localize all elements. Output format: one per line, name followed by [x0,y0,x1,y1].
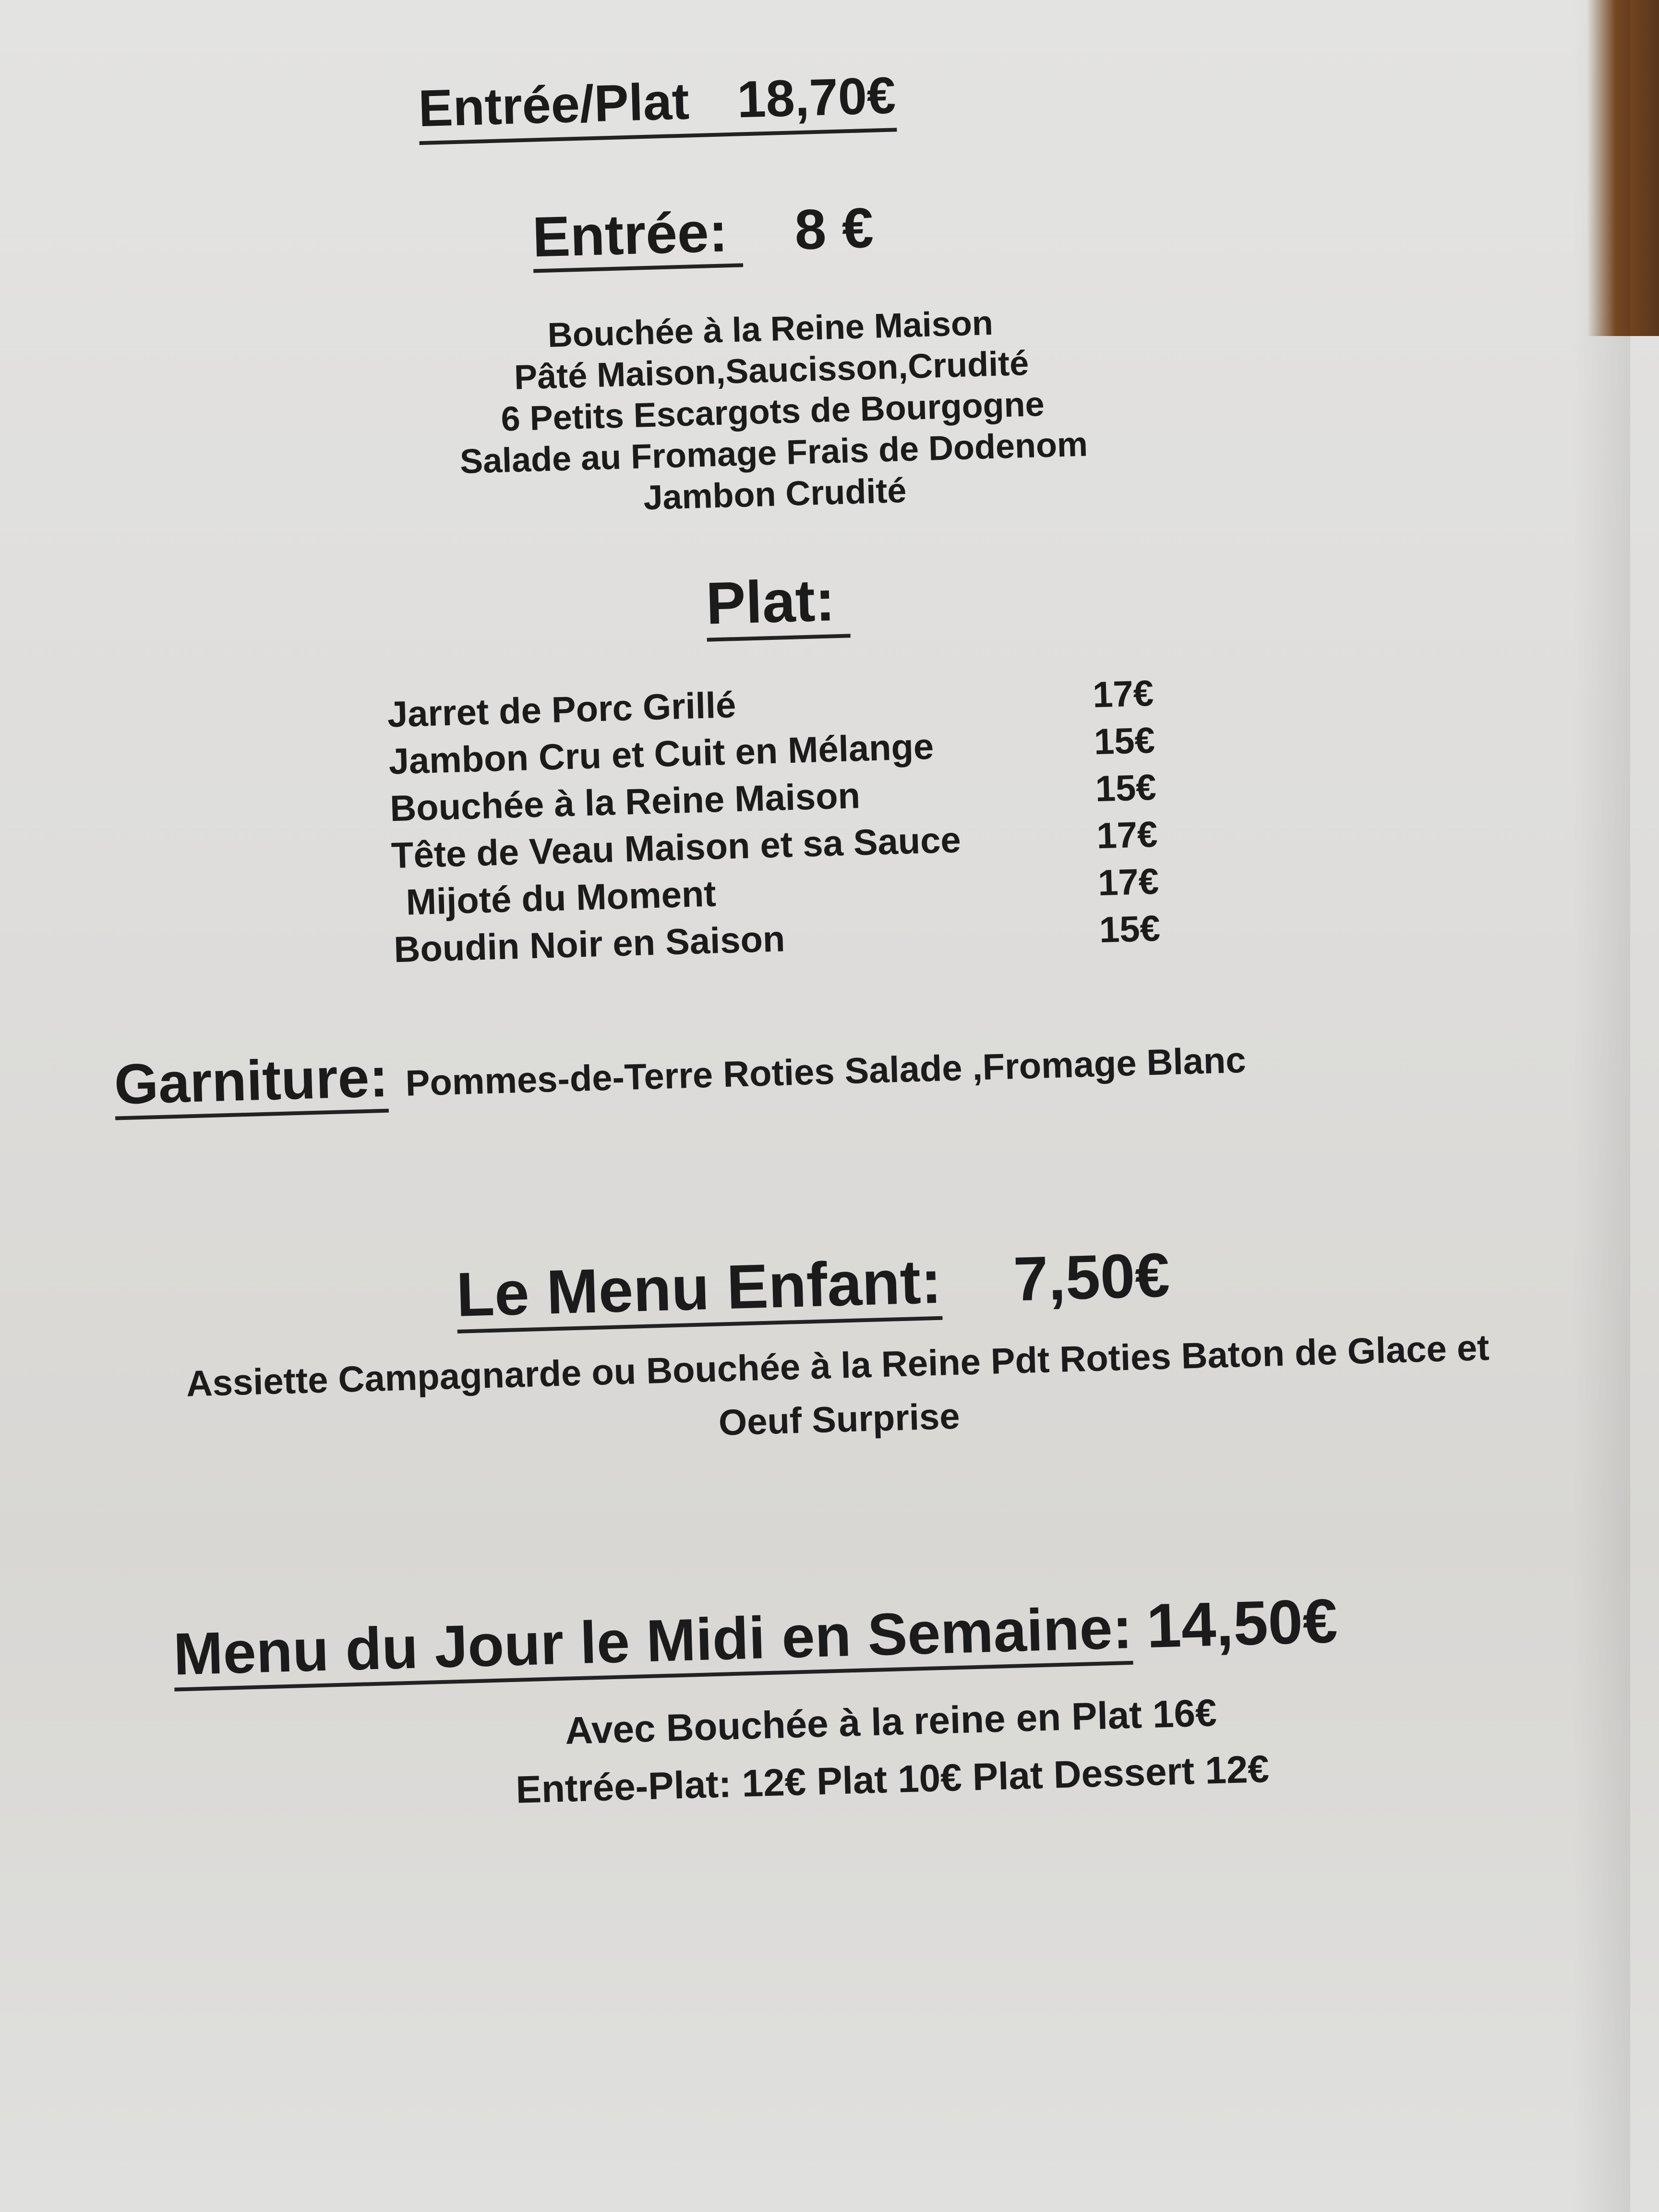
enfant-description [36,1317,1641,1469]
plat-item-price: 15€ [1093,720,1155,763]
garniture-label: Garniture: [113,1046,389,1120]
enfant-label: Le Menu Enfant: [456,1246,943,1334]
entree-item: Bouchée à la Reine Maison [547,303,994,355]
entree-item: 6 Petits Escargots de Bourgogne [500,385,1045,439]
enfant-line: Assiette Campagnarde ou Bouchée à la Reine Pdt Roties Baton de Glace et [185,1327,1490,1405]
jour-line: Avec Bouchée à la reine en Plat 16€ [565,1691,1217,1752]
plat-item-name: Bouchée à la Reine Maison [389,775,861,830]
plat-item-name: Mijoté du Moment [405,873,717,923]
jour-heading [172,1585,1338,1689]
entree-item: Jambon Crudité [643,471,907,517]
entree-label: Entrée: [531,200,743,273]
plat-heading: Plat: [705,565,851,641]
entree-item: Salade au Fromage Frais de Dodenom [459,425,1089,481]
plat-item-name: Tête de Veau Maison et sa Sauce [390,819,962,877]
enfant-price: 7,50€ [1012,1239,1171,1314]
entree-heading [531,195,874,270]
plat-item-price: 17€ [1092,673,1154,716]
jour-line: Entrée-Plat: 12€ Plat 10€ Plat Dessert 12€ [515,1747,1270,1811]
entree-price: 8 € [793,196,875,262]
jour-label: Menu du Jour le Midi en Semaine: [172,1595,1133,1692]
plat-list [387,670,1249,976]
garniture-line [113,1021,1247,1118]
plat-item-price: 15€ [1098,908,1161,951]
plat-item-price: 17€ [1097,861,1160,904]
entree-item: Pâté Maison,Saucisson,Crudité [514,344,1030,397]
plat-item-name: Boudin Noir en Saison [393,918,786,971]
formula-price: 18,70€ [736,66,897,129]
plat-item-price: 17€ [1096,814,1158,857]
formula-heading [418,65,897,145]
jour-price: 14,50€ [1145,1585,1339,1661]
plat-item-price: 15€ [1094,767,1157,810]
enfant-heading [456,1238,1171,1330]
plat-item-name: Jarret de Porc Grillé [386,685,737,735]
plat-item-name: Jambon Cru et Cuit en Mélange [388,726,935,782]
enfant-line: Oeuf Surprise [718,1395,961,1443]
entree-list [372,298,1174,526]
formula-label: Entrée/Plat [417,72,690,138]
jour-description [410,1680,1373,1822]
garniture-text: Pommes-de-Terre Roties Salade ,Fromage Blanc [405,1039,1247,1104]
